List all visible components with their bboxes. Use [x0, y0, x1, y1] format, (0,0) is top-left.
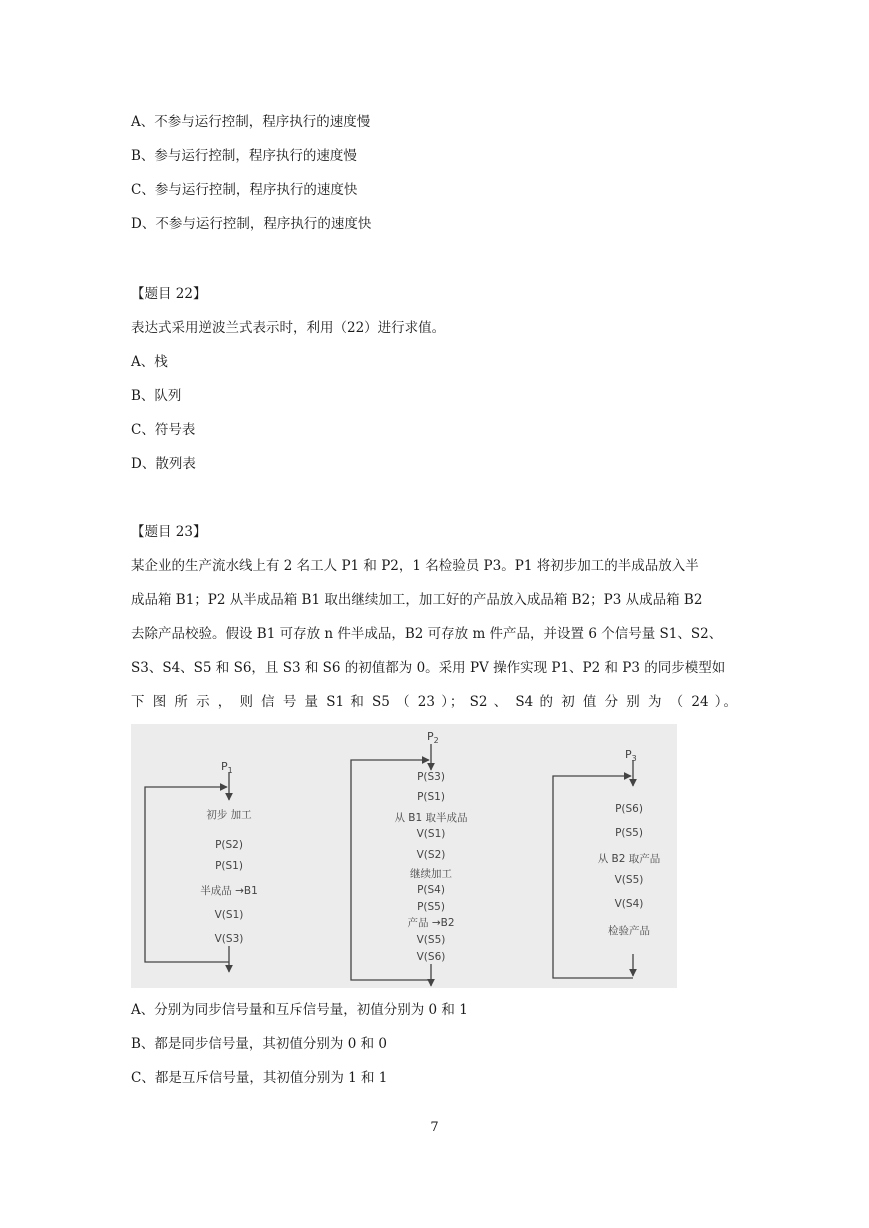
p2-step: V(S5) — [416, 934, 446, 946]
q22-stem: 表达式采用逆波兰式表示时，利用（22）进行求值。 — [131, 320, 446, 336]
q21-option-a: A、不参与运行控制，程序执行的速度慢 — [131, 114, 371, 130]
q23-stem-line-1: 某企业的生产流水线上有 2 名工人 P1 和 P2，1 名检验员 P3。P1 将初步加工的半成品放入半 — [131, 558, 699, 574]
p1-step: P(S2) — [215, 839, 243, 851]
p2-step: 产品 →B2 — [407, 917, 455, 929]
p1-step: P(S1) — [215, 860, 243, 872]
p2-step: P(S5) — [417, 901, 445, 913]
q22-option-b: B、队列 — [131, 388, 182, 404]
q22-option-a: A、栈 — [131, 354, 168, 370]
q23-option-b: B、都是同步信号量，其初值分别为 0 和 0 — [131, 1036, 387, 1052]
p2-step: V(S2) — [416, 849, 446, 861]
p1-step: V(S3) — [214, 933, 244, 945]
p2-label: $P_2$ — [427, 730, 439, 745]
page-number: 7 — [430, 1120, 439, 1135]
p1-label: $P_1$ — [221, 760, 233, 775]
p2-step: P(S3) — [417, 771, 445, 783]
p3-step: P(S6) — [615, 803, 643, 815]
p2-step: 从 B1 取半成品 — [394, 812, 468, 824]
q23-option-a: A、分别为同步信号量和互斥信号量，初值分别为 0 和 1 — [131, 1002, 468, 1018]
q23-option-c: C、都是互斥信号量，其初值分别为 1 和 1 — [131, 1070, 388, 1086]
q21-option-b: B、参与运行控制，程序执行的速度慢 — [131, 148, 357, 164]
q23-stem-line-4: S3、S4、S5 和 S6，且 S3 和 S6 的初值都为 0。采用 PV 操作实现 P1、P2 和 P3 的同步模型如 — [131, 660, 726, 676]
q22-option-c: C、符号表 — [131, 422, 196, 438]
p2-step: 继续加工 — [410, 868, 452, 880]
p3-step: 从 B2 取产品 — [597, 853, 661, 865]
p1-step: 半成品 →B1 — [200, 885, 258, 897]
p3-step: V(S4) — [614, 898, 644, 910]
p3-step: 检验产品 — [608, 925, 650, 937]
q21-option-d: D、不参与运行控制，程序执行的速度快 — [131, 216, 372, 232]
p3-steps — [598, 803, 661, 937]
p3-step: P(S5) — [615, 827, 643, 839]
p1-step: 初步 加工 — [206, 809, 252, 821]
p2-step: V(S1) — [416, 828, 446, 840]
p2-steps — [394, 771, 467, 963]
p2-step: P(S4) — [417, 884, 445, 896]
q23-title: 【题目 23】 — [131, 524, 207, 540]
q23-stem-line-2: 成品箱 B1；P2 从半成品箱 B1 取出继续加工，加工好的产品放入成品箱 B2；P3 从成品箱 B2 — [131, 592, 703, 608]
pv-diagram-svg — [131, 724, 677, 988]
p3-step: V(S5) — [614, 874, 644, 886]
p3-label: $P_3$ — [625, 748, 637, 763]
q23-stem-line-3: 去除产品校验。假设 B1 可存放 n 件半成品，B2 可存放 m 件产品，并设置 6 个信号量 S1、S2、 — [131, 626, 723, 642]
p1-step: V(S1) — [214, 909, 244, 921]
p1-steps — [200, 808, 258, 945]
q22-title: 【题目 22】 — [131, 286, 207, 302]
pv-sync-diagram — [131, 724, 677, 988]
q22-option-d: D、散列表 — [131, 456, 196, 472]
q21-option-c: C、参与运行控制，程序执行的速度快 — [131, 182, 358, 198]
p2-step: V(S6) — [416, 951, 446, 963]
p2-step: P(S1) — [417, 791, 445, 803]
q23-stem-line-5: 下 图 所 示 ， 则 信 号 量 S1 和 S5 （ 23 ）； S2 、 S4 的 初 值 分 别 为 （ 24 ）。 — [131, 694, 737, 710]
